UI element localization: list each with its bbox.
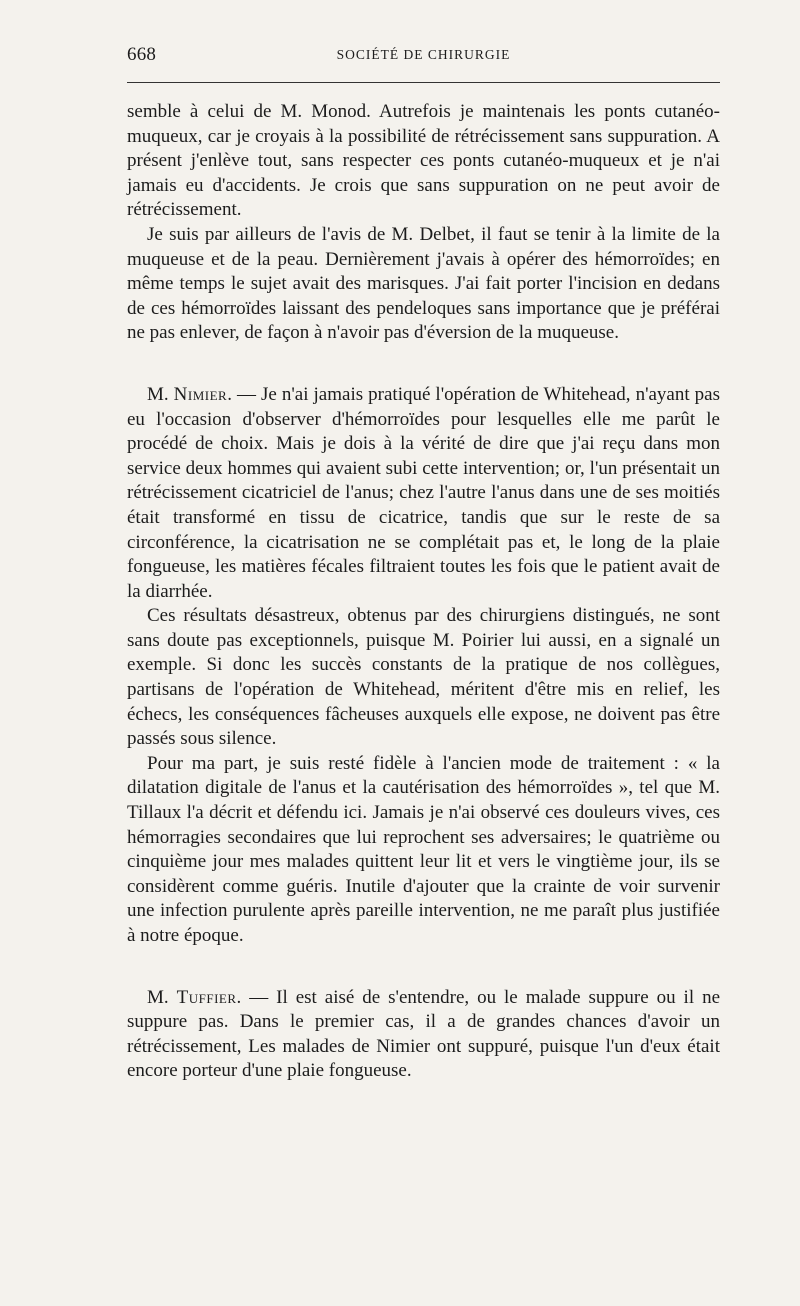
paragraph-text: Pour ma part, je suis resté fidèle à l'ancien mode de traitement : « la dilatation digitale de l'anus et la cautérisation des hémorroïdes », tel que M. Tillaux l'a décrit et défendu ici. Jamais je n'ai observé ces douleurs vives, ces hémorragies secondaires que lui reprochent ses adversaires; le quatrième ou cinquième jour mes malades quittent leur lit et vers le vingtième jour, ils se considèrent comme guéris. Inutile d'ajouter que la crainte de voir survenir une infection purulente après pareille intervention, ne me paraît plus justifiée à notre époque. <box>127 752 720 946</box>
paragraph-continuation <box>127 100 720 223</box>
page-header <box>127 44 720 72</box>
running-title: SOCIÉTÉ DE CHIRURGIE <box>336 47 511 62</box>
body-text <box>127 100 720 1084</box>
speaker-prefix: M. <box>147 383 174 405</box>
paragraph-text: Ces résultats désastreux, obtenus par des chirurgiens distingués, ne sont sans doute pas exceptionnels, puisque M. Poirier lui aussi, en a signalé un exemple. Si donc les succès constants de la pratique de nos collègues, partisans de l'opération de Whitehead, méritent d'être mis en relief, les échecs, les conséquences fâcheuses auxquels elle expose, ne doivent pas être passés sous silence. <box>127 605 720 750</box>
paragraph <box>127 223 720 346</box>
paragraph <box>127 752 720 949</box>
header-rule <box>127 82 720 83</box>
paragraph-text: — Je n'ai jamais pratiqué l'opération de Whitehead, n'ayant pas eu l'occasion d'observer d'hémorroïdes pour lesquelles elle me parût le procédé de choix. Mais je dois à la vérité de dire que j'ai reçu dans mon service deux hommes qui avaient subi cette intervention; or, l'un présentait un rétrécissement cicatriciel de l'anus; chez l'autre l'anus dans une de ses moitiés était transformé en tissu de cicatrice, tandis que sur le reste de sa circonférence, la cicatrisation ne se complétait pas et, le long de la plaie fongueuse, les matières fécales filtraient toutes les fois que le patient avait de la diarrhée. <box>127 383 720 602</box>
speaker-paragraph-tuffier <box>127 986 720 1084</box>
speaker-name: Nimier <box>173 383 228 405</box>
page-number: 668 <box>127 44 157 65</box>
speaker-prefix: M. <box>147 986 177 1008</box>
speaker-suffix: . <box>236 986 242 1008</box>
paragraph-text: — Il est aisé de s'entendre, ou le malade suppure ou il ne suppure pas. Dans le premier cas, il a de grandes chances d'avoir un rétrécissement, Les malades de Nimier ont suppuré, puisque l'un d'eux était encore porteur d'une plaie fongueuse. <box>127 986 720 1082</box>
speaker-name: Tuffier <box>176 986 237 1008</box>
paragraph <box>127 604 720 752</box>
paragraph-text: semble à celui de M. Monod. Autrefois je maintenais les ponts cutanéo-muqueux, car je croyais à la possibilité de rétrécissement sans suppuration. A présent j'enlève tout, sans respecter ces ponts cutanéo-muqueux et je n'ai jamais eu d'accidents. Je crois que sans suppuration on ne peut avoir de rétrécissement. <box>127 101 720 221</box>
paragraph-text: Je suis par ailleurs de l'avis de M. Delbet, il faut se tenir à la limite de la muqueuse et de la peau. Dernièrement j'avais à opérer des hémorroïdes; en même temps le sujet avait des marisques. J'ai fait porter l'incision en dedans de ces hémorroïdes laissant des pendeloques sans importance que je préférai ne pas enlever, de façon à n'avoir pas d'éversion de la muqueuse. <box>127 223 720 344</box>
speaker-paragraph-nimier <box>127 383 720 604</box>
speaker-suffix: . <box>227 383 232 405</box>
